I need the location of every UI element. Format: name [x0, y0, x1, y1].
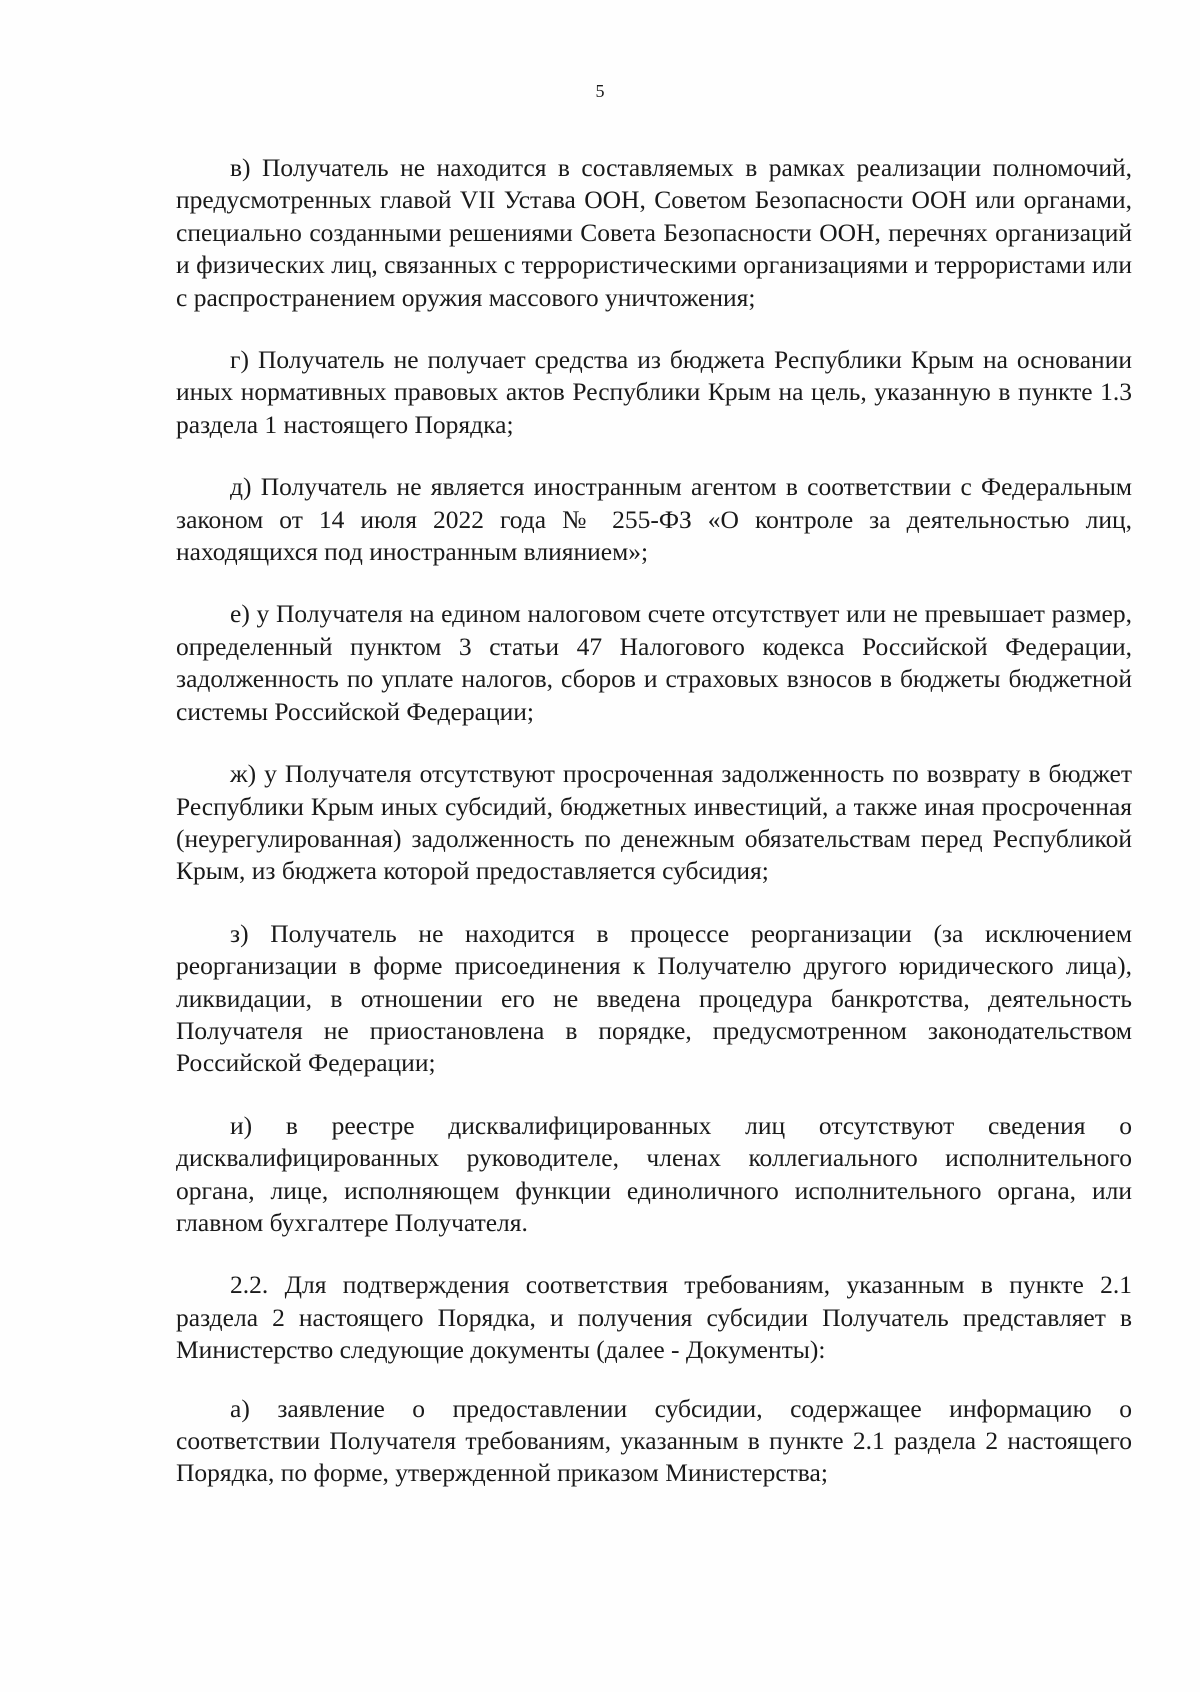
paragraph-i: и) в реестре дисквалифицированных лиц отсутствуют сведения о дисквалифицированных руководителе, членах коллегиального исполнительного органа, лице, исполняющем функции единоличного исполнительного органа, или главном бухгалтере Получателя. [176, 1110, 1132, 1237]
paragraph-a: а) заявление о предоставлении субсидии, содержащее информацию о соответствии Получателя требованиям, указанным в пункте 2.1 раздела 2 настоящего Порядка, по форме, утвержденной приказом Министерства; [176, 1393, 1132, 1488]
paragraph-2-2: 2.2. Для подтверждения соответствия требованиям, указанным в пункте 2.1 раздела 2 настоящего Порядка, и получения субсидии Получатель представляет в Министерство следующие документы (далее - Документы): [176, 1270, 1132, 1365]
paragraph-v: в) Получатель не находится в составляемых в рамках реализации полномочий, предусмотренных главой VII Устава ООН, Советом Безопасности ООН или органами, специально созданными решениями Совета Безопасности ООН, перечнях организаций и физических лиц, связанных с террористическими организациями и террористами или с распространением оружия массового уничтожения; [176, 153, 1132, 312]
paragraph-g: г) Получатель не получает средства из бюджета Республики Крым на основании иных нормативных правовых актов Республики Крым на цель, указанную в пункте 1.3 раздела 1 настоящего Порядка; [176, 345, 1132, 439]
paragraph-z: з) Получатель не находится в процессе реорганизации (за исключением реорганизации в форме присоединения к Получателю другого юридического лица), ликвидации, в отношении его не введена процедура банкротства, деятельность Получателя не приостановлена в порядке, предусмотренном законодательством Российской Федерации; [176, 918, 1132, 1078]
paragraph-d: д) Получатель не является иностранным агентом в соответствии с Федеральным законом от 14 июля 2022 года № 255-ФЗ «О контроле за деятельностью лиц, находящихся под иностранным влиянием»; [176, 472, 1132, 567]
page-number: 5 [595, 81, 605, 101]
paragraph-zh: ж) у Получателя отсутствуют просроченная задолженность по возврату в бюджет Республики Крым иных субсидий, бюджетных инвестиций, а также иная просроченная (неурегулированная) задолженность по денежным обязательствам перед Республикой Крым, из бюджета которой предоставляется субсидия; [176, 759, 1132, 886]
paragraph-e: е) у Получателя на едином налоговом счете отсутствует или не превышает размер, определенный пунктом 3 статьи 47 Налогового кодекса Российской Федерации, задолженность по уплате налогов, сборов и страховых взносов в бюджеты бюджетной системы Российской Федерации; [176, 599, 1132, 726]
document-body [176, 152, 1132, 1520]
